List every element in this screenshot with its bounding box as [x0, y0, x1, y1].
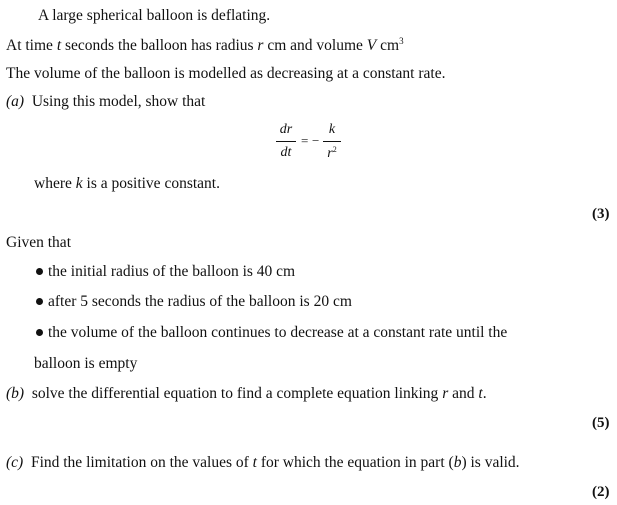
- given-bullet-1: the initial radius of the balloon is 40 cm: [48, 263, 296, 280]
- part-c-label: (c): [6, 454, 24, 471]
- given-bullet-2: after 5 seconds the radius of the balloon is 20 cm: [48, 293, 352, 310]
- bullet-icon: [36, 298, 43, 305]
- part-a-where: where k is a positive constant.: [34, 175, 220, 192]
- part-b-marks: (5): [592, 415, 610, 431]
- bullet-icon: [36, 268, 43, 275]
- eq-equals: =: [301, 133, 309, 148]
- eq-minus: −: [312, 133, 320, 148]
- differential-equation: [276, 122, 356, 162]
- eq-lhs-fraction: dr dt: [276, 122, 296, 161]
- part-b-question: (b) solve the differential equation to find a complete equation linking r and t.: [6, 385, 487, 402]
- part-a-question: (a) Using this model, show that: [6, 93, 206, 110]
- part-c-question: (c) Find the limitation on the values of t for which the equation in part (b) is valid.: [6, 454, 520, 471]
- part-a-label: (a): [6, 93, 25, 110]
- given-continuation: balloon is empty: [34, 355, 138, 372]
- given-heading: Given that: [6, 234, 71, 251]
- eq-rhs-fraction: k $r^2$: [323, 122, 341, 162]
- intro-line-3: The volume of the balloon is modelled as decreasing at a constant rate.: [6, 65, 446, 82]
- intro-line-2: At time t seconds the balloon has radius r cm and volume V $cm^3$: [6, 36, 404, 54]
- part-c-marks: (2): [592, 484, 610, 500]
- given-bullet-3: the volume of the balloon continues to decrease at a constant rate until the: [48, 324, 508, 341]
- part-a-marks: (3): [592, 206, 610, 222]
- intro-line-1: A large spherical balloon is deflating.: [38, 7, 271, 24]
- part-b-label: (b): [6, 385, 25, 402]
- bullet-icon: [36, 329, 43, 336]
